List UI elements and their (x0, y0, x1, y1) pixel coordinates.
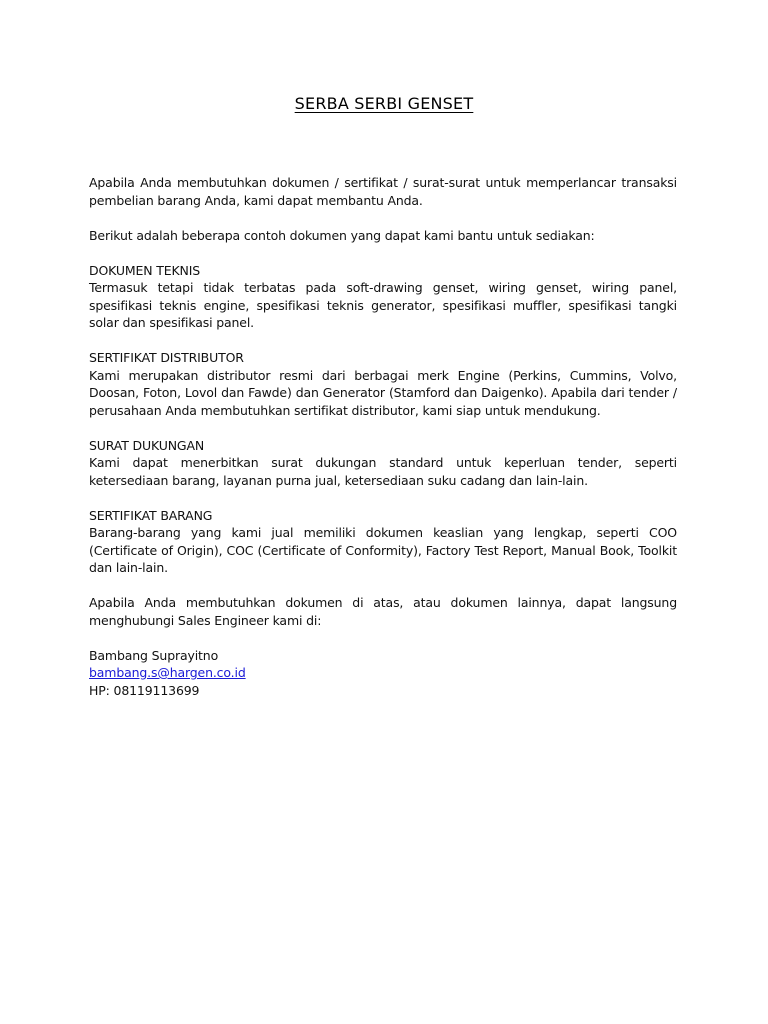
section-body: Termasuk tetapi tidak terbatas pada soft-drawing genset, wiring genset, wiring panel, spesifikasi teknis engine, spesifikasi teknis generator, spesifikasi muffler, spesifikasi tangki solar dan spesifikasi panel. (89, 280, 677, 330)
section-body: Barang-barang yang kami jual memiliki dokumen keaslian yang lengkap, seperti COO (Certificate of Origin), COC (Certificate of Conformity), Factory Test Report, Manual Book, Toolkit dan lain-lain. (89, 525, 677, 575)
contact-block (89, 647, 677, 700)
intro-paragraph: Apabila Anda membutuhkan dokumen / sertifikat / surat-surat untuk memperlancar transaksi pembelian barang Anda, kami dapat membantu Anda. (89, 175, 677, 208)
section-dokumen-teknis (89, 262, 677, 332)
email-link[interactable]: bambang.s@hargen.co.id (89, 665, 246, 680)
closing-paragraph: Apabila Anda membutuhkan dokumen di atas, atau dokumen lainnya, dapat langsung menghubungi Sales Engineer kami di: (89, 595, 677, 628)
section-surat-dukungan (89, 437, 677, 490)
section-sertifikat-barang (89, 507, 677, 577)
document-title: SERBA SERBI GENSET (294, 94, 474, 113)
section-heading: SERTIFIKAT BARANG (89, 507, 213, 523)
section-body: Kami dapat menerbitkan surat dukungan standard untuk keperluan tender, seperti ketersediaan barang, layanan purna jual, ketersediaan suku cadang dan lain-lain. (89, 455, 677, 488)
section-body: Kami merupakan distributor resmi dari berbagai merk Engine (Perkins, Cummins, Volvo, Doosan, Foton, Lovol dan Fawde) dan Generator (Stamford dan Daigenko). Apabila dari tender / perusahaan Anda membutuhkan sertifikat distributor, kami siap untuk mendukung. (89, 367, 677, 418)
section-sertifikat-distributor (89, 349, 677, 419)
document-body (89, 174, 677, 717)
lead-paragraph: Berikut adalah beberapa contoh dokumen yang dapat kami bantu untuk sediakan: (89, 227, 595, 243)
section-heading: SERTIFIKAT DISTRIBUTOR (89, 350, 244, 365)
contact-phone: HP: 08119113699 (89, 682, 200, 698)
section-heading: DOKUMEN TEKNIS (89, 262, 201, 278)
contact-name: Bambang Suprayitno (89, 647, 219, 663)
section-heading: SURAT DUKUNGAN (89, 437, 205, 453)
